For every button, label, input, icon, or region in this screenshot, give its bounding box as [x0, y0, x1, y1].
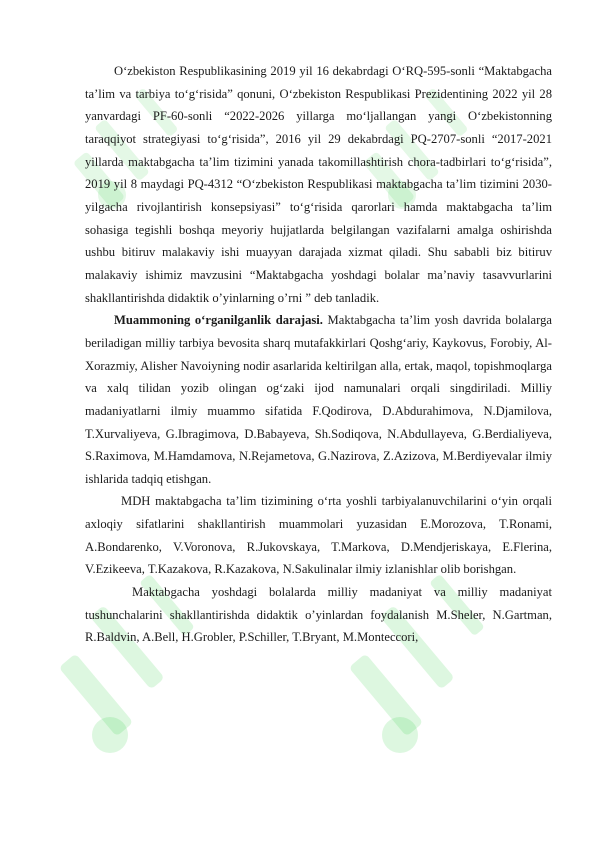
paragraph-foreign-research-text: Maktabgacha yoshdagi bolalarda milliy madaniyat va milliy madaniyat tushunchalarini shakllantirishda didaktik o’yinlardan foydalanish M.Sheler, N.Gartman, R.Baldvin, A.Bell, H.Grobler, P.Schiller, T.Bryant, M.Monteccori,	[85, 585, 552, 645]
section-heading-research-level: Muammoning o‘rganilganlik darajasi.	[114, 313, 323, 328]
document-body	[85, 60, 552, 649]
paragraph-research-level	[85, 309, 552, 490]
paragraph-foreign-research	[85, 581, 552, 649]
paragraph-research-level-text: Maktabgacha ta’lim yosh davrida bolalarga beriladigan milliy tarbiya bevosita sharq mutafakkirlari Qoshg‘ariy, Kaykovus, Forobiy, Al-Xorazmiy, Alisher Navoiyning nodir asarlarida keltirilgan alla, ertak, maqol, topishmoqlarga va xalq tilidan yozib olingan og‘zaki ijod namunalari orqali singdiriladi. Milliy madaniyatlarni ilmiy muammo sifatida F.Qodirova, D.Abdurahimova, N.Djamilova, T.Xurvaliyeva, G.Ibragimova, D.Babayeva, Sh.Sodiqova, N.Abdullayeva, G.Berdialiyeva, S.Raximova, M.Hamdamova, N.Rejametova, G.Nazirova, Z.Azizova, M.Berdiyevalar ilmiy ishlarida tadqiq etishgan.	[85, 313, 552, 486]
paragraph-legal-basis	[85, 60, 552, 309]
paragraph-cis-research-text: MDH maktabgacha ta’lim tizimining o‘rta yoshli tarbiyalanuvchilarini o‘yin orqali axloqiy sifatlarini shakllantirish muammolari yuzasidan E.Morozova, T.Ronami, A.Bondarenko, V.Voronova, R.Jukovskaya, T.Markova, D.Mendjeriskaya, E.Flerina, V.Ezikeeva, T.Kazakova, R.Kazakova, N.Sakulinalar ilmiy izlanishlar olib borishgan.	[85, 494, 552, 577]
paragraph-cis-research	[85, 490, 552, 581]
paragraph-legal-basis-text: O‘zbekiston Respublikasining 2019 yil 16 dekabrdagi O‘RQ-595-sonli “Maktabgacha ta’lim va tarbiya to‘g‘risida” qonuni, O‘zbekiston Respublikasi Prezidentining 2022 yil 28 yanvardagi PF-60-sonli “2022-2026 yillarga mo‘ljallangan yangi O‘zbekistonning taraqqiyot strategiyasi to‘g‘risida”, 2016 yil 29 dekabrdagi PQ-2707-sonli “2017-2021 yillarda maktabgacha ta’lim tizimini yanada takomillashtirish chora-tadbirlari to‘g‘risida”, 2019 yil 8 maydagi PQ-4312 “O‘zbekiston Respublikasi maktabgacha ta’lim tizimini 2030-yilgacha rivojlantirish konsepsiyasi” to‘g‘risida qarorlari hamda maktabgacha ta’lim sohasiga tegishli boshqa meyoriy hujjatlarda belgilangan vazifalarni amalga oshirishda ushbu bitiruv malakaviy ishi muayyan darajada xizmat qiladi. Shu sababli biz bitiruv malakaviy ishimiz mavzusini “Maktabgacha yoshdagi bolalar ma’naviy tasavvurlarini shakllantirishda didaktik o’yinlarning o’rni ” deb tanladik.	[85, 64, 552, 305]
